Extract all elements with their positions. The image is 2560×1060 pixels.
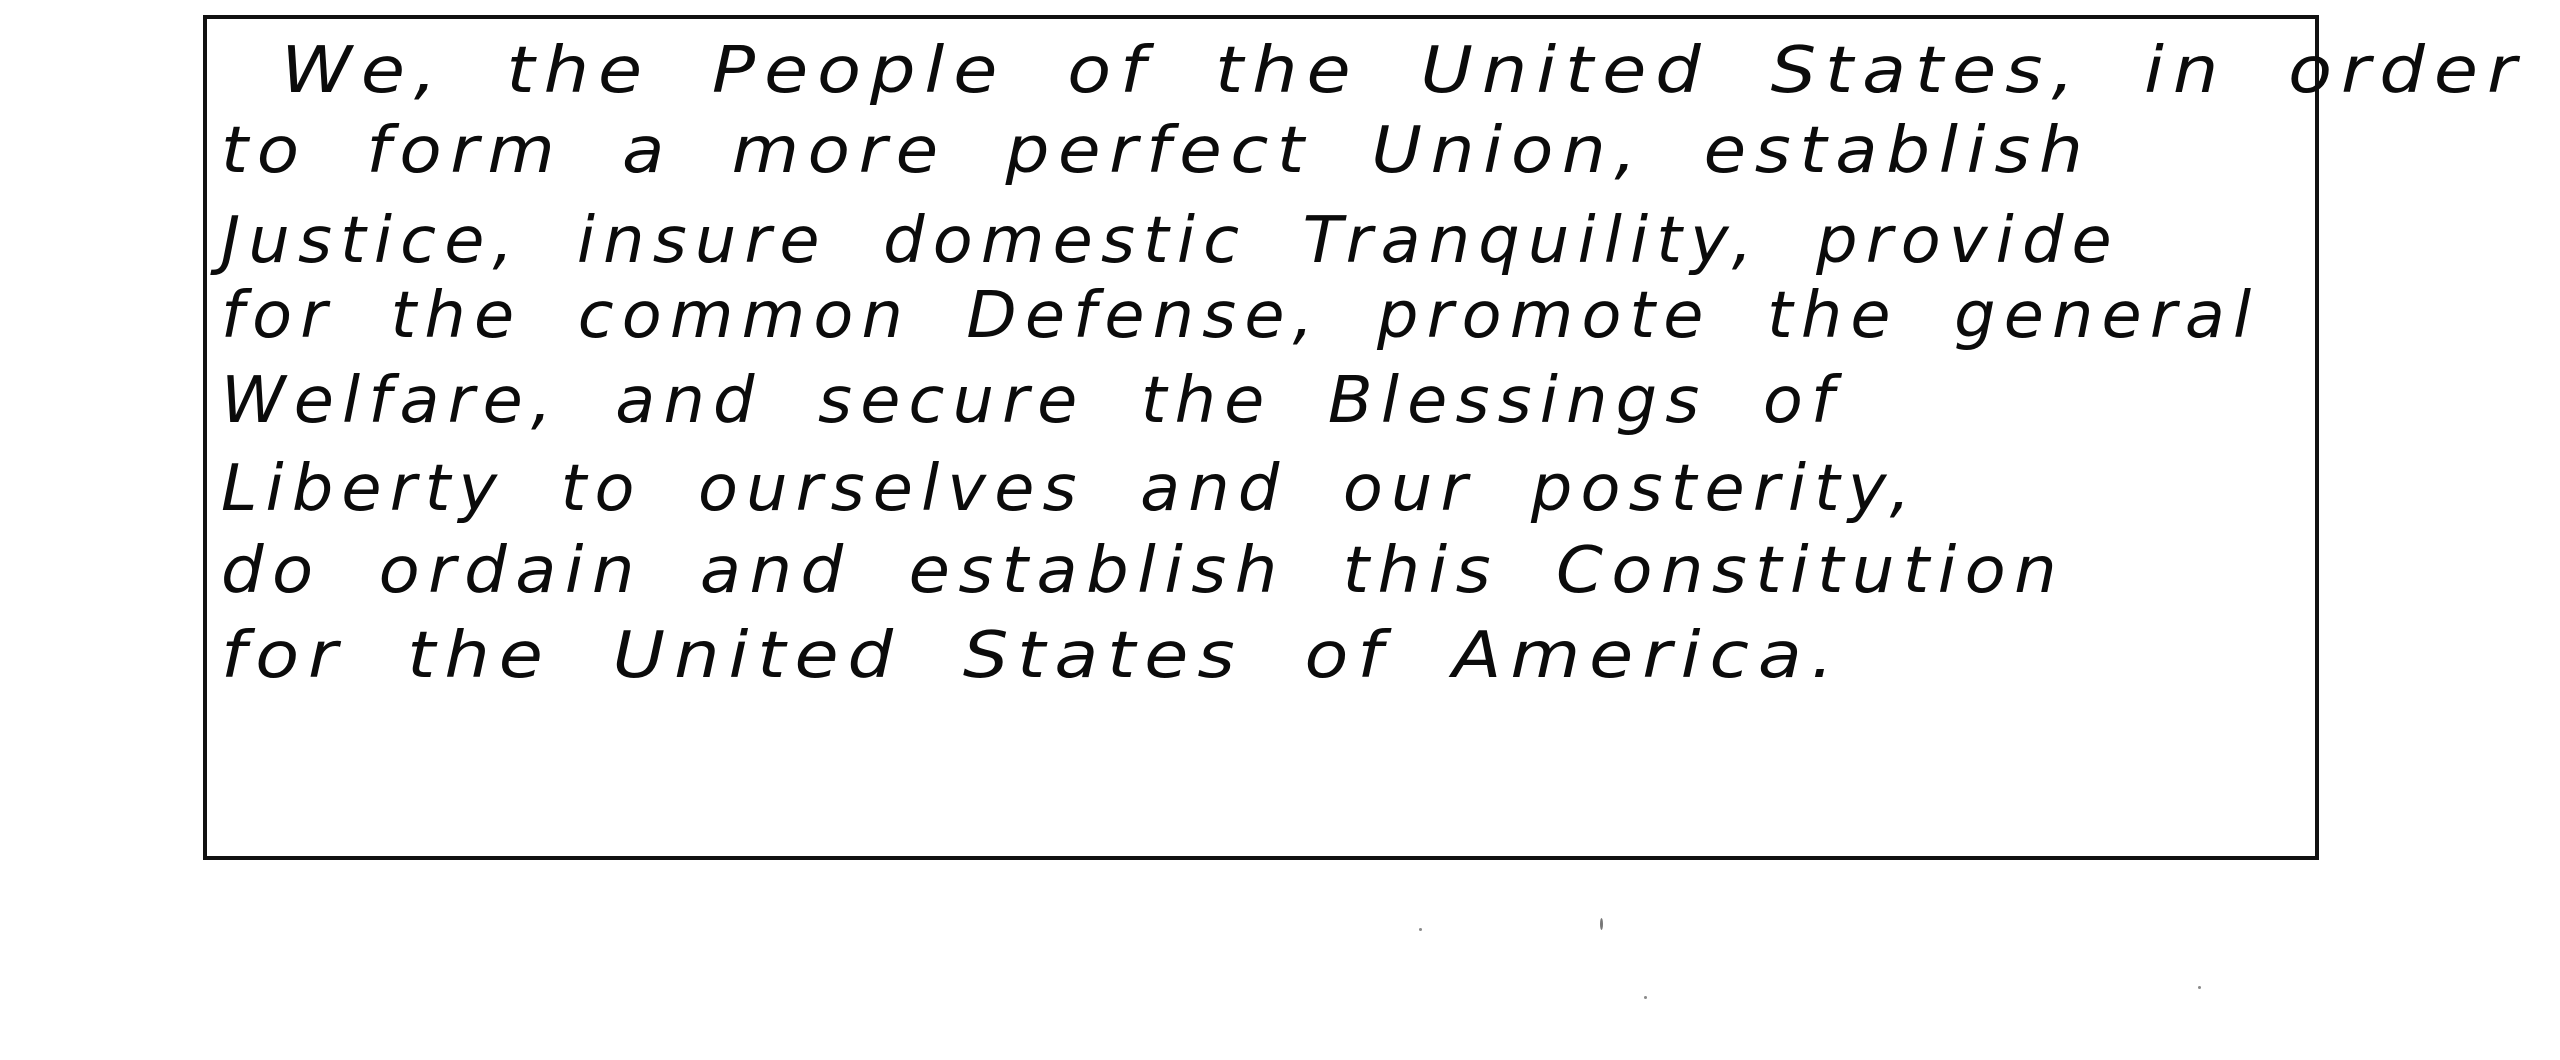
- scan-speck: [1600, 918, 1603, 930]
- preamble-line-5: Welfare, and secure the Blessings of: [221, 364, 1843, 438]
- preamble-line-6: Liberty to ourselves and our posterity,: [221, 452, 1919, 526]
- scan-speck: [1419, 928, 1422, 931]
- preamble-line-8: for the United States of America.: [221, 619, 1843, 693]
- scan-speck: [1644, 996, 1647, 999]
- handwritten-preamble-box: [203, 15, 2526, 860]
- preamble-line-3: Justice, insure domestic Tranquility, provide: [221, 204, 2120, 278]
- scan-speck: [2198, 986, 2201, 989]
- preamble-line-2: to form a more perfect Union, establish: [221, 114, 2092, 188]
- preamble-line-4: for the common Defense, promote the general: [221, 279, 2260, 353]
- preamble-line-1: We, the People of the United States, in order: [281, 34, 2526, 108]
- preamble-line-7: do ordain and establish this Constitution: [221, 534, 2066, 608]
